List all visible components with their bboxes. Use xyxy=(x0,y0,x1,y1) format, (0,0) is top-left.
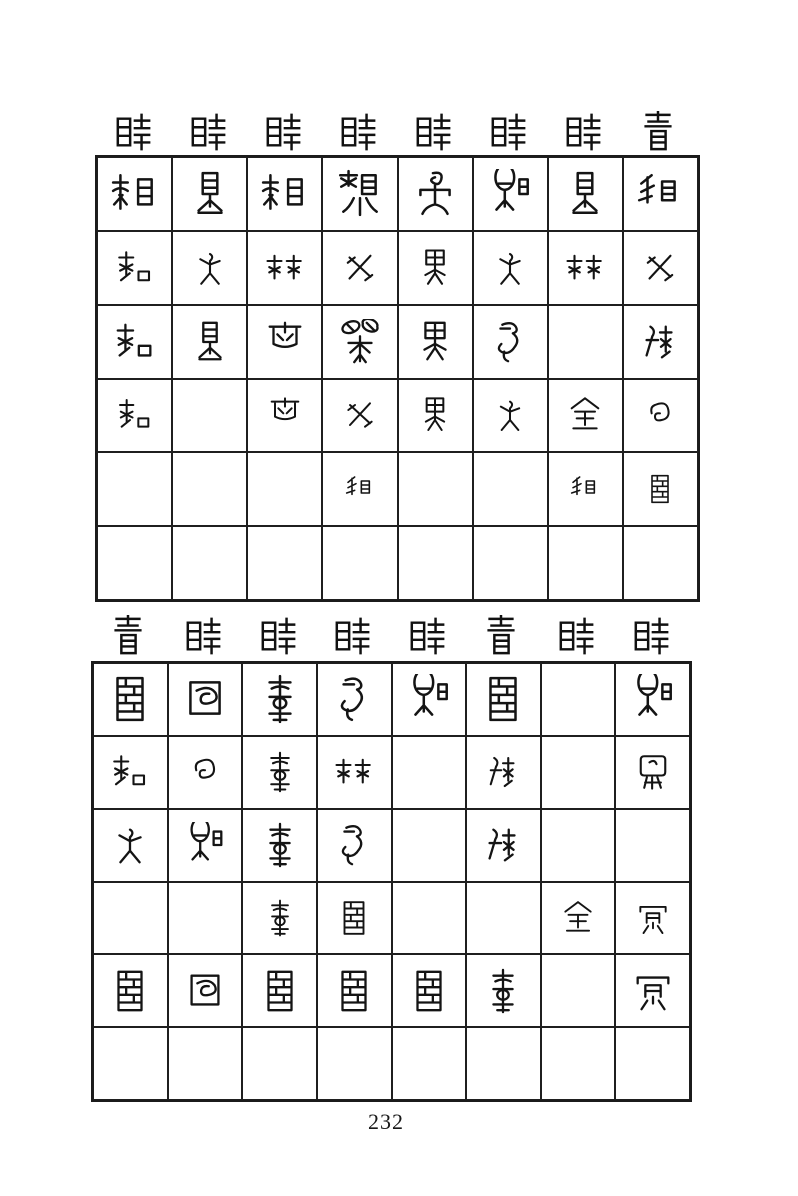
glyph-cell-s-animal xyxy=(473,305,548,379)
header-character xyxy=(564,111,602,153)
header-character xyxy=(184,615,222,657)
seal-script-glyph-icon xyxy=(114,247,156,289)
seal-script-glyph-icon xyxy=(331,822,377,868)
glyph-cell-double-sprout xyxy=(247,231,322,305)
glyph-cell-tall-stack xyxy=(242,663,317,736)
seal-script-glyph-icon xyxy=(487,319,533,365)
glyph-cell-double-sprout xyxy=(548,231,623,305)
empty-cell xyxy=(168,1027,243,1100)
empty-cell xyxy=(398,526,473,600)
seal-script-glyph-icon xyxy=(410,169,460,219)
empty-cell xyxy=(392,1027,467,1100)
glyph-cell-person-sprout xyxy=(466,736,541,809)
header-character xyxy=(482,615,520,657)
lower-glyph-grid xyxy=(91,661,692,1102)
header-character xyxy=(408,615,446,657)
seal-script-glyph-icon xyxy=(182,968,228,1014)
empty-cell xyxy=(548,305,623,379)
seal-script-glyph-icon xyxy=(412,319,458,365)
seal-script-glyph-icon xyxy=(182,822,228,868)
header-character xyxy=(114,111,152,153)
seal-script-glyph-icon xyxy=(565,395,605,435)
glyph-cell-canopy xyxy=(247,305,322,379)
glyph-cell-eye-stand xyxy=(548,157,623,231)
seal-script-glyph-icon xyxy=(482,751,524,793)
glyph-cell-dancer xyxy=(93,809,168,882)
empty-cell xyxy=(615,1027,690,1100)
seal-script-glyph-icon xyxy=(109,751,151,793)
empty-cell xyxy=(242,1027,317,1100)
seal-script-glyph-icon xyxy=(333,751,375,793)
seal-script-glyph-icon xyxy=(639,247,681,289)
seal-script-glyph-icon xyxy=(485,169,535,219)
page-number: 232 xyxy=(368,1109,404,1134)
upper-header-row xyxy=(95,103,696,153)
glyph-cell-sprout-eye xyxy=(97,157,172,231)
seal-script-glyph-icon xyxy=(261,899,299,937)
seal-script-glyph-icon xyxy=(634,899,672,937)
glyph-cell-person-sprout xyxy=(623,305,698,379)
seal-script-glyph-icon xyxy=(490,395,530,435)
seal-script-glyph-icon xyxy=(107,968,153,1014)
seal-script-glyph-icon xyxy=(335,169,385,219)
header-character xyxy=(339,111,377,153)
seal-script-glyph-icon xyxy=(110,169,160,219)
glyph-cell-sprout-box xyxy=(97,379,172,453)
seal-script-glyph-icon xyxy=(630,968,676,1014)
empty-cell xyxy=(172,452,247,526)
seal-script-glyph-icon xyxy=(262,319,308,365)
glyph-cell-tall-stack xyxy=(242,809,317,882)
glyph-cell-cross-x xyxy=(623,231,698,305)
glyph-cell-oval-eye xyxy=(615,663,690,736)
glyph-cell-sprout-eye xyxy=(247,157,322,231)
glyph-cell-dense-block xyxy=(466,663,541,736)
glyph-cell-person-sprout xyxy=(466,809,541,882)
seal-script-glyph-icon xyxy=(331,968,377,1014)
seal-script-glyph-icon xyxy=(184,751,226,793)
empty-cell xyxy=(473,452,548,526)
seal-script-glyph-icon xyxy=(264,247,306,289)
glyph-cell-roof-legs xyxy=(615,882,690,955)
seal-script-glyph-icon xyxy=(628,674,678,724)
seal-script-glyph-icon xyxy=(644,473,676,505)
glyph-cell-field-figure xyxy=(398,305,473,379)
header-character xyxy=(333,615,371,657)
seal-script-glyph-icon xyxy=(335,899,373,937)
empty-cell xyxy=(93,882,168,955)
seal-script-glyph-icon xyxy=(259,751,301,793)
lower-header-row xyxy=(91,605,688,657)
seal-script-glyph-icon xyxy=(187,319,233,365)
seal-script-glyph-icon xyxy=(560,169,610,219)
seal-script-glyph-icon xyxy=(337,319,383,365)
seal-script-glyph-icon xyxy=(414,247,456,289)
seal-script-glyph-icon xyxy=(635,169,685,219)
seal-script-glyph-icon xyxy=(105,674,155,724)
glyph-cell-field-figure xyxy=(398,231,473,305)
seal-script-glyph-icon xyxy=(344,473,376,505)
glyph-cell-oval-eye xyxy=(168,809,243,882)
glyph-cell-coil-figure xyxy=(398,157,473,231)
glyph-cell-strokes-eye xyxy=(322,452,397,526)
glyph-cell-canopy xyxy=(247,379,322,453)
seal-script-glyph-icon xyxy=(489,247,531,289)
header-character xyxy=(264,111,302,153)
seal-script-glyph-icon xyxy=(107,822,153,868)
glyph-cell-cross-x xyxy=(322,231,397,305)
glyph-cell-coil xyxy=(168,736,243,809)
glyph-cell-dancer xyxy=(473,231,548,305)
seal-script-glyph-icon xyxy=(115,395,155,435)
empty-cell xyxy=(541,663,616,736)
header-character xyxy=(632,615,670,657)
seal-script-glyph-icon xyxy=(180,674,230,724)
upper-glyph-grid xyxy=(95,155,700,602)
empty-cell xyxy=(93,1027,168,1100)
glyph-cell-s-animal xyxy=(317,663,392,736)
seal-script-glyph-icon xyxy=(257,822,303,868)
empty-cell xyxy=(541,954,616,1027)
empty-cell xyxy=(317,1027,392,1100)
seal-script-glyph-icon xyxy=(329,674,379,724)
glyph-cell-dense-block xyxy=(242,954,317,1027)
glyph-cell-strokes-eye xyxy=(548,452,623,526)
seal-script-glyph-icon xyxy=(339,247,381,289)
glyph-cell-dense-block xyxy=(317,954,392,1027)
header-character xyxy=(109,615,147,657)
glyph-cell-dancer xyxy=(172,231,247,305)
glyph-cell-box-legs xyxy=(615,736,690,809)
seal-script-glyph-icon xyxy=(255,674,305,724)
empty-cell xyxy=(466,1027,541,1100)
glyph-cell-sprout-box xyxy=(97,305,172,379)
glyph-cell-s-animal xyxy=(317,809,392,882)
empty-cell xyxy=(168,882,243,955)
empty-cell xyxy=(322,526,397,600)
header-character xyxy=(259,615,297,657)
glyph-cell-tent xyxy=(548,379,623,453)
seal-script-glyph-icon xyxy=(340,395,380,435)
seal-script-glyph-icon xyxy=(559,899,597,937)
glyph-cell-eye-stand xyxy=(172,157,247,231)
header-character xyxy=(639,111,677,153)
header-character xyxy=(489,111,527,153)
seal-script-glyph-icon xyxy=(415,395,455,435)
glyph-cell-coil-box xyxy=(168,954,243,1027)
glyph-cell-double-sprout xyxy=(317,736,392,809)
glyph-cell-coil xyxy=(623,379,698,453)
header-character xyxy=(414,111,452,153)
glyph-cell-roof-legs xyxy=(615,954,690,1027)
empty-cell xyxy=(172,526,247,600)
glyph-cell-field-figure xyxy=(398,379,473,453)
empty-cell xyxy=(392,809,467,882)
glyph-cell-dancer xyxy=(473,379,548,453)
seal-script-glyph-icon xyxy=(112,319,158,365)
glyph-cell-ovals-plant xyxy=(322,305,397,379)
seal-script-glyph-icon xyxy=(640,395,680,435)
seal-script-glyph-icon xyxy=(480,968,526,1014)
empty-cell xyxy=(398,452,473,526)
glyph-cell-bundle-eye xyxy=(322,157,397,231)
glyph-cell-dense-block xyxy=(93,663,168,736)
seal-script-glyph-icon xyxy=(404,674,454,724)
empty-cell xyxy=(541,736,616,809)
empty-cell xyxy=(466,882,541,955)
glyph-cell-dense-block xyxy=(317,882,392,955)
glyph-cell-cross-x xyxy=(322,379,397,453)
seal-script-glyph-icon xyxy=(478,674,528,724)
empty-cell xyxy=(541,1027,616,1100)
empty-cell xyxy=(247,452,322,526)
empty-cell xyxy=(615,809,690,882)
seal-script-glyph-icon xyxy=(637,319,683,365)
seal-script-glyph-icon xyxy=(406,968,452,1014)
empty-cell xyxy=(247,526,322,600)
glyph-cell-sprout-box xyxy=(93,736,168,809)
header-character xyxy=(557,615,595,657)
glyph-cell-sprout-box xyxy=(97,231,172,305)
glyph-cell-dense-block xyxy=(623,452,698,526)
empty-cell xyxy=(172,379,247,453)
seal-script-glyph-icon xyxy=(265,395,305,435)
glyph-cell-eye-stand xyxy=(172,305,247,379)
glyph-cell-strokes-eye xyxy=(623,157,698,231)
empty-cell xyxy=(392,882,467,955)
seal-script-glyph-icon xyxy=(189,247,231,289)
seal-script-glyph-icon xyxy=(260,169,310,219)
seal-script-glyph-icon xyxy=(632,751,674,793)
seal-script-glyph-icon xyxy=(257,968,303,1014)
seal-script-glyph-icon xyxy=(480,822,526,868)
seal-script-glyph-icon xyxy=(564,247,606,289)
glyph-cell-dense-block xyxy=(93,954,168,1027)
glyph-cell-oval-eye xyxy=(473,157,548,231)
empty-cell xyxy=(541,809,616,882)
empty-cell xyxy=(392,736,467,809)
seal-script-glyph-icon xyxy=(185,169,235,219)
glyph-cell-tall-stack xyxy=(242,736,317,809)
empty-cell xyxy=(97,526,172,600)
glyph-cell-coil-box xyxy=(168,663,243,736)
glyph-cell-dense-block xyxy=(392,954,467,1027)
empty-cell xyxy=(97,452,172,526)
glyph-cell-oval-eye xyxy=(392,663,467,736)
glyph-cell-tall-stack xyxy=(242,882,317,955)
seal-script-glyph-icon xyxy=(569,473,601,505)
header-character xyxy=(189,111,227,153)
empty-cell xyxy=(623,526,698,600)
glyph-cell-tent xyxy=(541,882,616,955)
glyph-cell-tall-stack xyxy=(466,954,541,1027)
empty-cell xyxy=(548,526,623,600)
empty-cell xyxy=(473,526,548,600)
